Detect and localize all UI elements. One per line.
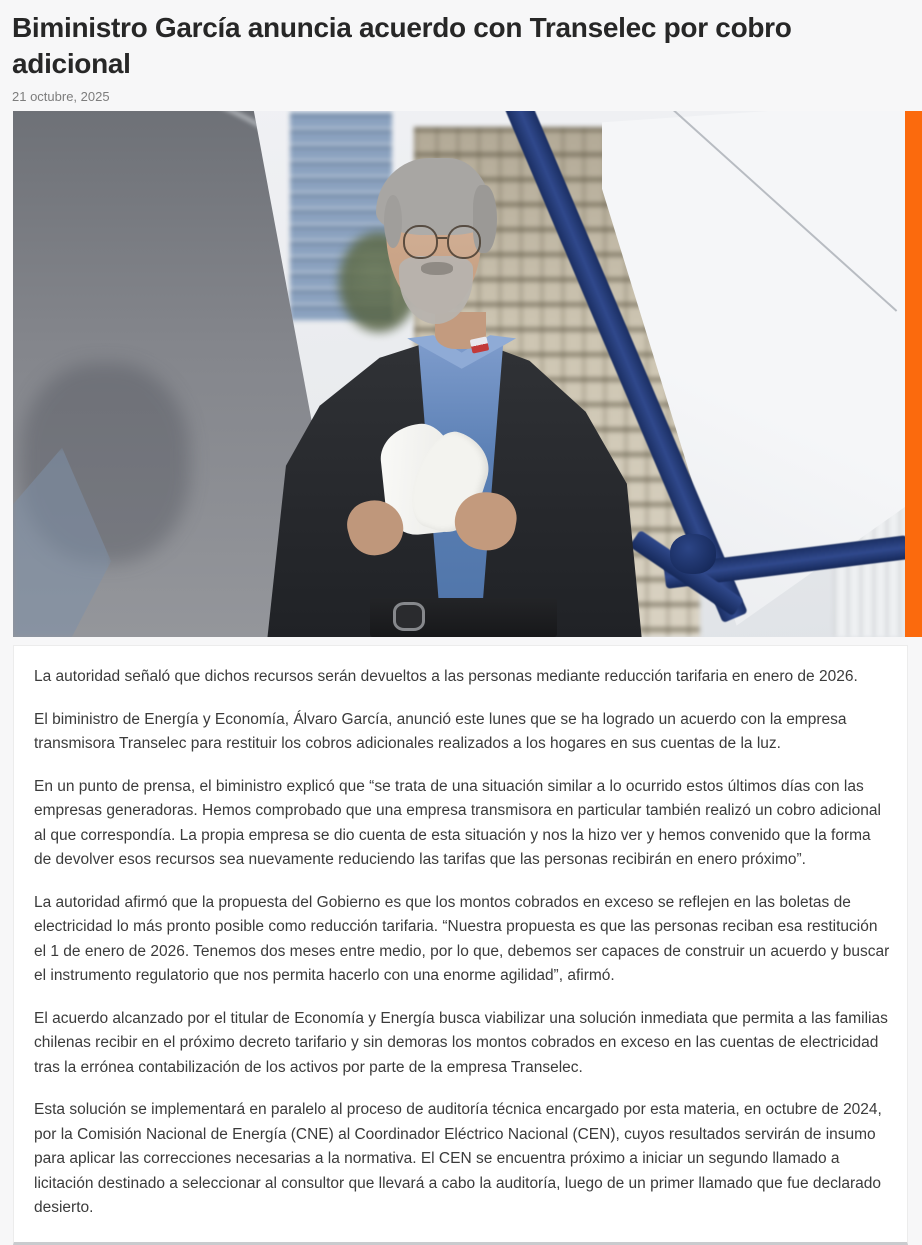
minister-glasses-right-lens [447,225,482,260]
article-body [13,645,908,1245]
minister-glasses-bridge [437,237,448,239]
paragraph: El acuerdo alcanzado por el titular de Economía y Energía busca viabilizar una solución inmediata que permita a las familias chilenas recibir en el próximo decreto tarifario y sin demoras los montos cobrados en exceso en las cuentas de electricidad tras la errónea contabilización de los activos por parte de la empresa Transelec. [34,1009,888,1076]
article-header [0,0,922,104]
page-date: 21 octubre, 2025 [12,89,110,104]
minister-glasses-left-lens [403,225,438,260]
minister-sideburn [384,195,402,248]
minister-belt-buckle [393,602,425,630]
paragraph: En un punto de prensa, el biministro explicó que “se trata de una situación similar a lo ocurrido estos últimos días con las empresas generadoras. Hemos comprobado que una empresa transmisora en particular también realizó un cobro adicional al que correspondía. La propia empresa se dio cuenta de esta situación y nos la hizo ver y hemos convenido que la forma de devolver esos recursos sea nuevamente reduciendo las tarifas que las personas recibirán en enero próximo”. [34,777,881,868]
orange-accent-bar [905,111,922,637]
article-photo [13,111,905,637]
paragraph: El biministro de Energía y Economía, Álvaro García, anunció este lunes que se ha logrado un acuerdo con la empresa transmisora Transelec para restituir los cobros adicionales realizados a los hogares en sus cuentas de la luz. [34,710,847,752]
page-title: Biministro García anuncia acuerdo con Transelec por cobro adicional [12,12,792,79]
paragraph: Esta solución se implementará en paralelo al proceso de auditoría técnica encargado por esta materia, en octubre de 2024, por la Comisión Nacional de Energía (CNE) al Coordinador Eléctrico Nacional (CEN), cuyos resultados servirán de insumo para aplicar las correcciones necesarias a la normativa. El CEN se encuentra próximo a iniciar un segundo llamado a licitación destinado a seleccionar al consultor que llevará a cabo la auditoría, luego de un primer llamado que fue declarado desierto. [34,1101,882,1216]
photo-row [13,111,922,637]
photo-blue-ribbon-knot [670,534,716,574]
paragraph: La autoridad señaló que dichos recursos serán devueltos a las personas mediante reducción tarifaria en enero de 2026. [34,668,858,685]
minister-mustache [421,262,453,274]
paragraph: La autoridad afirmó que la propuesta del Gobierno es que los montos cobrados en exceso se reflejen en las boletas de electricidad lo más pronto posible como reducción tarifaria. “Nuestra propuesta es que las personas reciban esa restitución el 1 de enero de 2026. Tenemos dos meses entre medio, por lo que, debemos ser capaces de construir un acuerdo y buscar el instrumento regulatorio que nos permita hacerlo con una enorme agilidad”, afirmó. [34,893,890,984]
